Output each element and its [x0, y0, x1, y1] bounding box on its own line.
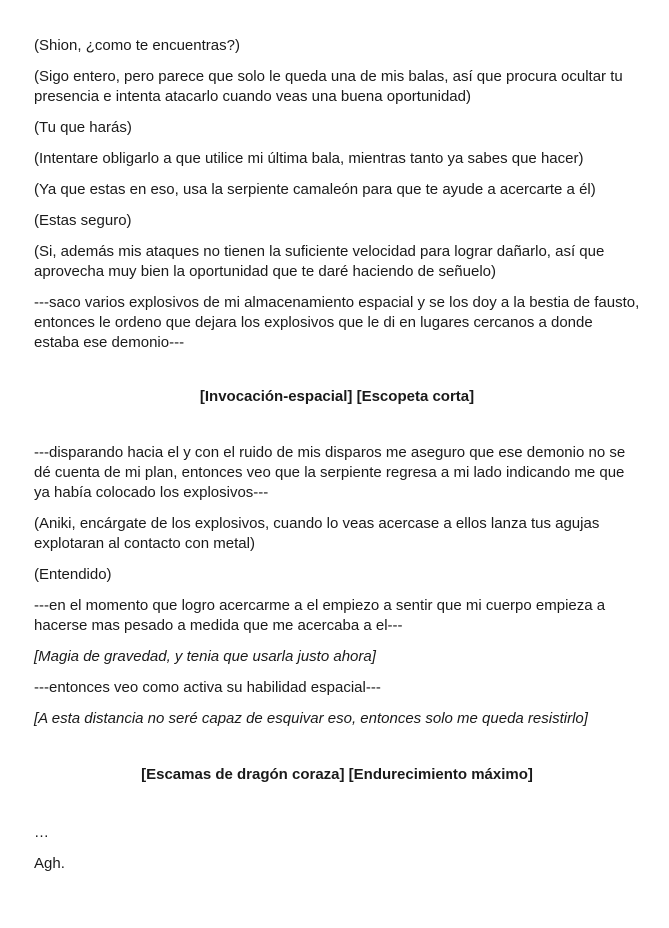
- dialogue-line: (Estas seguro): [34, 212, 132, 229]
- spacer: [34, 740, 640, 765]
- narration-line: ---saco varios explosivos de mi almacenamiento espacial y se los doy a la bestia de fausto, entonces le ordeno que dejara los explosivos que le di en lugares cercanos a donde estaba ese demonio---: [34, 294, 640, 351]
- spacer: [34, 785, 640, 823]
- skill-heading: [Invocación-espacial] [Escopeta corta]: [199, 388, 475, 405]
- dialogue-line: (Ya que estas en eso, usa la serpiente camaleón para que te ayude a acercarte a él): [34, 181, 596, 198]
- dialogue-line: (Si, además mis ataques no tienen la suficiente velocidad para lograr dañarlo, así que aprovecha muy bien la oportunidad que te daré haciendo de señuelo): [34, 243, 605, 280]
- dialogue-line: (Sigo entero, pero parece que solo le queda una de mis balas, así que procura ocultar tu presencia e intenta atacarlo cuando veas una buena oportunidad): [34, 68, 623, 105]
- spacer: [34, 407, 640, 443]
- ellipsis-line: …: [34, 824, 49, 841]
- dialogue-line: Agh.: [34, 855, 65, 872]
- dialogue-line: (Shion, ¿como te encuentras?): [34, 37, 240, 54]
- thought-line: [Magia de gravedad, y tenia que usarla justo ahora]: [34, 648, 376, 665]
- document-page: [34, 36, 640, 885]
- skill-heading: [Escamas de dragón coraza] [Endurecimiento máximo]: [141, 766, 533, 783]
- thought-line: [A esta distancia no seré capaz de esquivar eso, entonces solo me queda resistirlo]: [34, 710, 588, 727]
- dialogue-line: (Intentare obligarlo a que utilice mi última bala, mientras tanto ya sabes que hacer): [34, 150, 584, 167]
- dialogue-line: (Entendido): [34, 566, 112, 583]
- dialogue-line: (Aniki, encárgate de los explosivos, cuando lo veas acercase a ellos lanza tus agujas explotaran al contacto con metal): [34, 515, 600, 552]
- narration-line: ---entonces veo como activa su habilidad espacial---: [34, 679, 381, 696]
- narration-line: ---disparando hacia el y con el ruido de mis disparos me aseguro que ese demonio no se dé cuenta de mi plan, entonces veo que la serpiente regresa a mi lado indicando me que ya había colocado los explosivos---: [34, 444, 626, 501]
- narration-line: ---en el momento que logro acercarme a el empiezo a sentir que mi cuerpo empieza a hacerse mas pesado a medida que me acercaba a el---: [34, 597, 606, 634]
- dialogue-line: (Tu que harás): [34, 119, 132, 136]
- spacer: [34, 364, 640, 387]
